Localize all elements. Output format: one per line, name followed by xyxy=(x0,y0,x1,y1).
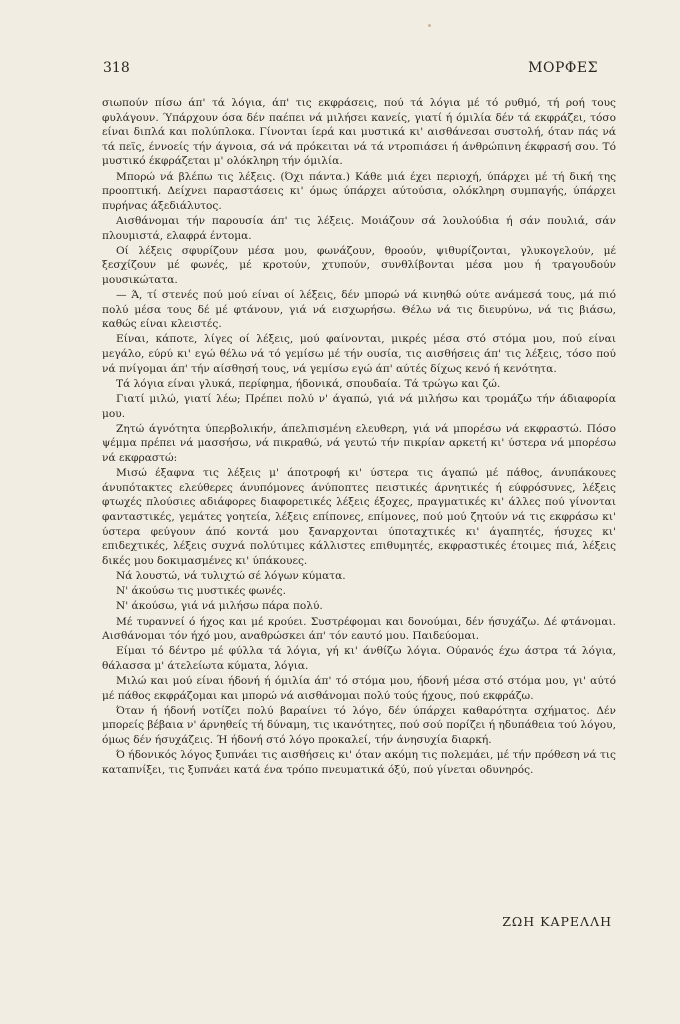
paragraph: Νά λουστώ, νά τυλιχτώ σέ λόγων κύματα. xyxy=(116,569,346,582)
paragraph: σιωπούν πίσω άπ' τά λόγια, άπ' τις εκφράσεις, πού τά λόγια μέ τό ρυθμό, τή ροή τους φυλάγουν. Ύπάρχουν όσα δέν παέπει νά μιλήσει κανείς, γιατί ή όμιλία δέν τά εκφράζει, τόσο είναι διπλά και πολύπλοκα. Γίνονται ίερά και μυστικά κι' αισθάνεσαι συστολή, όταν πάς νά τά πεϊς, έννοείς τήν άγνοια, σά νά πρόκειται νά τά ντροπιάσει ή άνθρώπινη έκφρασή σου. Τό μυστικό έκφράζεται μ' ολόκληρη τήν όμιλία. xyxy=(102,97,616,168)
paragraph: Γιατί μιλώ, γιατί λέω; Πρέπει πολύ ν' άγαπώ, γιά νά μιλήσω και τρομάζω τήν άδιαφορία μου. xyxy=(102,393,616,420)
paragraph: Αισθάνομαι τήν παρουσία άπ' τις λέξεις. Μοιάζουν σά λουλούδια ή σάν πουλιά, σάν πλουμιστά, ελαφρά έντομα. xyxy=(102,214,616,242)
page-number: 318 xyxy=(103,60,130,76)
paragraph: Είμαι τό δέντρο μέ φύλλα τά λόγια, γή κι' άνθίζω λόγια. Ούρανός έχω άστρα τά λόγια, θάλασσα μ' άτελείωτα κύματα, λόγια. xyxy=(102,645,616,672)
paragraph: — Ά, τί στενές πού μού είναι οί λέξεις, δέν μπορώ νά κινηθώ ούτε ανάμεσά τους, μά πιό πολύ μέσα τους δέ μέ φτάνουν, γιά νά εισχωρήσω. Θέλω νά τις διευρύνω, νά τις βιάσω, καθώς είναι κλειστές. xyxy=(102,289,616,331)
paragraph: Ν' άκούσω, γιά νά μιλήσω πάρα πολύ. xyxy=(116,600,323,613)
paragraph: Ν' άκούσω τις μυστικές φωνές. xyxy=(116,585,286,598)
paragraph: Μέ τυραννεί ό ήχος και μέ κρούει. Συστρέφομαι και δονούμαι, δέν ήσυχάζω. Δέ φτάνομαι. Αισθάνομαι τόν ήχό μου, αναθρώσκει άπ' τόν εαυτό μου. Παιδεύομαι. xyxy=(102,615,616,643)
paper-speck xyxy=(428,24,431,27)
paragraph: Τά λόγια είναι γλυκά, περίφημα, ήδονικά, σπουδαία. Τά τρώγω και ζώ. xyxy=(116,377,501,390)
paragraph: Μπορώ νά βλέπω τις λέξεις. (Όχι πάντα.) Κάθε μιά έχει περιοχή, ύπάρχει μέ τή δική της προοπτική. Δείχνει παραστάσεις κι' όμως ύπάρχει αύτούσια, ολόκληρη συμπαγής, ύπάρχει πυρήνας άξεδιάλυτος. xyxy=(102,170,616,212)
paragraph: Οί λέξεις σφυρίζουν μέσα μου, φωνάζουν, θροούν, ψιθυρίζονται, γλυκογελούν, μέ ξεσχίζουν μέ φωνές, μέ κροτούν, χτυπούν, συνθλίβονται μέσα μου ή τραγουδούν μουσικώτατα. xyxy=(102,244,616,286)
paragraph: Ζητώ άγνότητα ύπερβολικήν, άπελπισμένη ελευθερη, γιά νά μπορέσω νά εκφραστώ. Πόσο ψέμμα πρέπει νά μασσήσω, νά πικραθώ, νά γευτώ τήν πικρίαν αρκετή κι' ύστερα νά μπορέσω νά εκφραστώ: xyxy=(102,422,616,464)
journal-title: ΜΟΡΦΕΣ xyxy=(528,60,598,76)
paragraph: Μισώ έξαφνα τις λέξεις μ' άποτροφή κι' ύστερα τις άγαπώ μέ πάθος, άνυπάκουες άνυπότακτες ελεύθερες άνυπόμονες άνύποπτες πειστικές άρνητικές ή εύφρόσυνες, λέξεις φτωχές πλούσιες αδιάφορες διαφορετικές λέξεις έξοχες, πραγματικές κι' άλλες πού γίνονται φανταστικές, γεμάτες γοητεία, λέξεις επίπονες, επίμονες, πού μού ζητούν νά τις εκφράσω κι' ύστερα φεύγουν άπό κοντά μου ξαναρχονται ύποταχτικές κι' άγαπητές, ήσυχες κι' επιδεχτικές, λέξεις συχνά πολύτιμες κάλλιστες επιθυμητές, εκφραστικές έτοιμες πιά, λέξεις δικές μου δοκιμασμένες κι' ύπάκουες. xyxy=(102,467,616,567)
article-body xyxy=(102,96,616,778)
page-header xyxy=(103,60,598,80)
paragraph: Όταν ή ήδονή νοτίζει πολύ βαραίνει τό λόγο, δέν ύπάρχει καθαρότητα σχήματος. Δέν μπορείς βέβαια ν' άρνηθείς τή δύναμη, τις ικανότητες, πού σού πορίζει ή ηδυπάθεια τού λόγου, όμως δέν ήσυχάζεις. Ή ήδονή στό λόγο προκαλεί, τήν άνησυχία διαρκή. xyxy=(102,704,616,747)
paragraph: Ό ήδονικός λόγος ξυπνάει τις αισθήσεις κι' όταν ακόμη τις πολεμάει, μέ τήν πρόθεση νά τις καταπνίξει, τις ξυπνάει κατά ένα τρόπο πνευματικά όξύ, πού γίνεται οδυνηρός. xyxy=(102,749,616,776)
paragraph: Μιλώ και μού είναι ήδονή ή όμιλία άπ' τό στόμα μου, ήδονή μέσα στό στόμα μου, γι' αύτό μέ πάθος εκφράζομαι και μπορώ νά αισθάνομαι πολύ τούς ήχους, πού εκφράζω. xyxy=(102,675,616,702)
author-signature: ΖΩΗ ΚΑΡΕΛΛΗ xyxy=(502,914,612,929)
paragraph: Είναι, κάποτε, λίγες οί λέξεις, μού φαίνονται, μικρές μέσα στό στόμα μου, πού είναι μεγάλο, εύρύ κι' εγώ θέλω νά τό γεμίσω μέ τήν ουσία, τις αισθήσεις άπ' τις λέξεις, τόσο πού νά πνίγομαι άπ' τήν αίσθησή τους, νά γεμίσω εγώ άπ' αύτές δίχως κενό ή κενότητα. xyxy=(102,333,616,375)
